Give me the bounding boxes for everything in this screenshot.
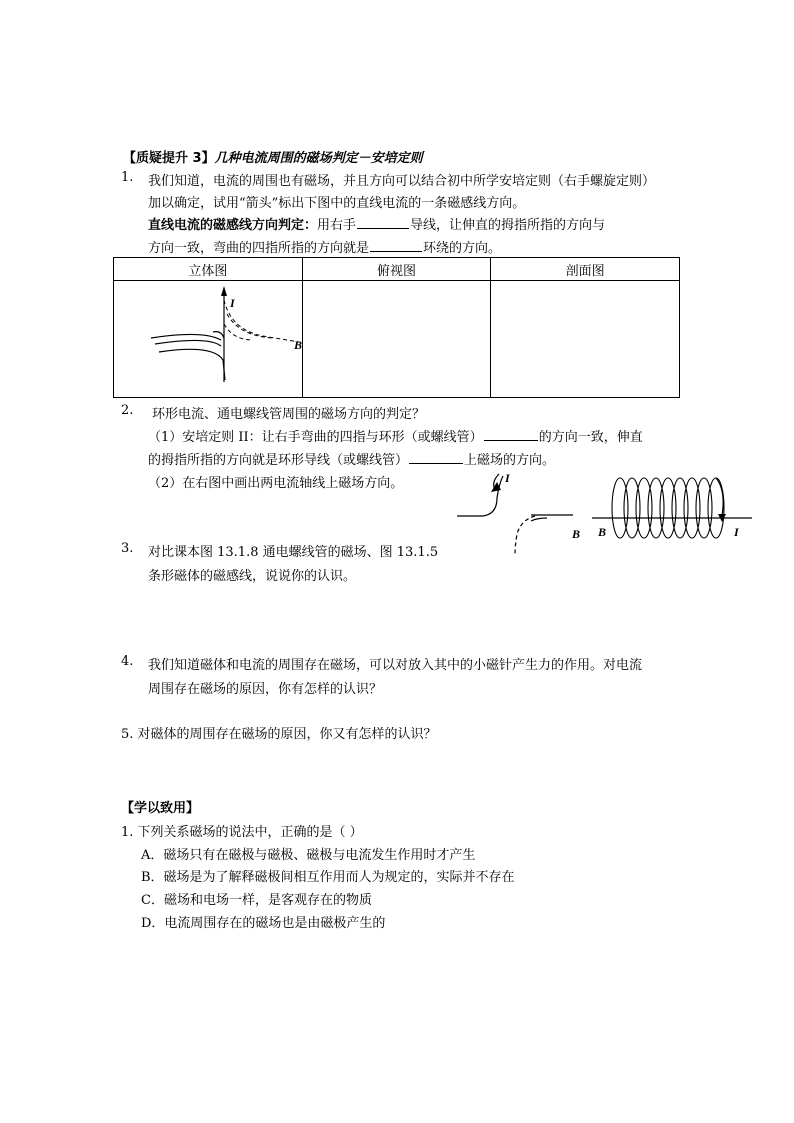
label-field: B <box>293 338 302 352</box>
q4-number: 4. <box>121 654 134 669</box>
table-header-3d: 立体图 <box>114 258 303 281</box>
q1-number: 1. <box>121 170 134 185</box>
blank-field[interactable] <box>409 451 463 464</box>
cell-section-view[interactable] <box>491 281 680 398</box>
straight-wire-diagram <box>113 280 303 395</box>
option-d[interactable]: D．电流周围存在的磁场也是由磁极产生的 <box>141 916 386 931</box>
q3-number: 3. <box>121 541 134 556</box>
label-solenoid-current: I <box>734 525 739 539</box>
label-current: I <box>230 296 235 310</box>
q1-line1: 我们知道，电流的周围也有磁场，并且方向可以结合初中所学安培定则（右手螺旋定则） <box>148 174 656 189</box>
q2-number: 2. <box>121 403 134 418</box>
table-header-section: 剖面图 <box>491 258 680 281</box>
label-ring-b: B <box>572 527 581 541</box>
mcq-stem: 1. 下列关系磁场的说法中，正确的是（ ） <box>121 825 363 840</box>
solenoid-diagram <box>590 470 760 545</box>
option-b[interactable]: B．磁场是为了解释磁极间相互作用而人为规定的，实际并不存在 <box>141 870 515 885</box>
table-header-top: 俯视图 <box>302 258 491 281</box>
q4-line2: 周围存在磁场的原因，你有怎样的认识？ <box>148 682 383 697</box>
blank-field[interactable] <box>370 239 422 252</box>
q1-line3: 直线电流的磁感线方向判定：用右手 导线，让伸直的拇指所指的方向与 <box>148 218 606 233</box>
q2-line3: 的拇指所指的方向就是环形导线（或螺线管） 上磁场的方向。 <box>148 453 556 468</box>
heading-bracket: 【质疑提升 3】 <box>123 151 215 166</box>
q1-line2: 加以确定，试用“箭头”标出下图中的直线电流的一条磁感线方向。 <box>148 196 526 211</box>
q1-line4: 方向一致，弯曲的四指所指的方向就是 环绕的方向。 <box>148 241 502 256</box>
q3-line2: 条形磁体的磁感线，说说你的认识。 <box>148 569 357 584</box>
option-a[interactable]: A．磁场只有在磁极与磁极、磁极与电流发生作用时才产生 <box>141 848 476 863</box>
q3-line1: 对比课本图 13.1.8 通电螺线管的磁场、图 13.1.5 <box>148 545 439 560</box>
label-ring-current: I <box>505 471 510 485</box>
q4-line1: 我们知道磁体和电流的周围存在磁场，可以对放入其中的小磁针产生力的作用。对电流 <box>148 658 643 673</box>
q2-line1: 环形电流、通电螺线管周围的磁场方向的判定？ <box>152 407 426 422</box>
blank-field[interactable] <box>357 216 409 229</box>
cell-top-view[interactable] <box>302 281 491 398</box>
ring-current-diagram <box>455 468 585 558</box>
section2-heading: 【学以致用】 <box>121 801 200 816</box>
section-heading <box>123 147 423 166</box>
blank-field[interactable] <box>484 428 538 441</box>
label-solenoid-b: B <box>598 525 607 539</box>
q2-line4: （2）在右图中画出两电流轴线上磁场方向。 <box>148 476 404 491</box>
option-c[interactable]: C．磁场和电场一样，是客观存在的物质 <box>141 893 372 908</box>
heading-title: 几种电流周围的磁场判定－安培定则 <box>214 151 423 166</box>
q5-line: 5. 对磁体的周围存在磁场的原因，你又有怎样的认识？ <box>121 727 437 742</box>
q1-rule-label: 直线电流的磁感线方向判定： <box>148 218 318 233</box>
q2-line2: （1）安培定则 II：让右手弯曲的四指与环形（或螺线管） 的方向一致，伸直 <box>148 430 643 445</box>
